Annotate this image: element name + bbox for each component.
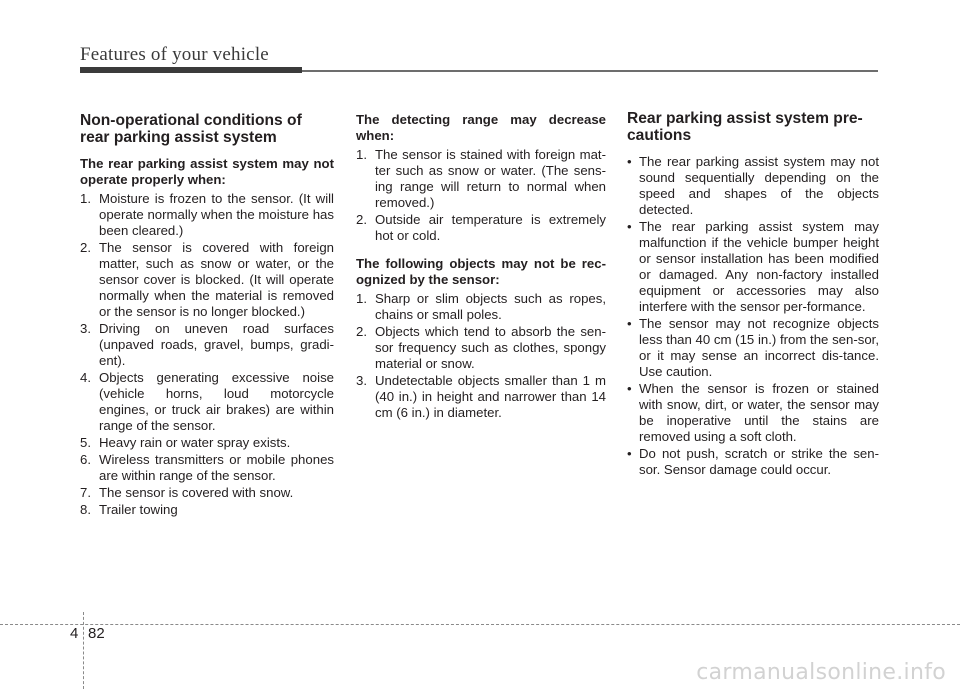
list-item: 3. Driving on uneven road surfaces (unpaved roads, gravel, bumps, gradi-ent).	[80, 321, 334, 368]
list-item: • The rear parking assist system may not sound sequentially depending on the speed and shapes of the objects detected.	[627, 154, 879, 217]
list-item: 7. The sensor is covered with snow.	[80, 485, 294, 500]
column-middle	[356, 112, 606, 422]
section-title-non-operational: Non-operational conditions of rear parking assist system	[80, 112, 302, 146]
bullet-icon: •	[627, 219, 632, 234]
section-title-precautions: Rear parking assist system pre-cautions	[627, 110, 863, 144]
bullet-icon: •	[627, 154, 632, 169]
page-header-title: Features of your vehicle	[80, 44, 269, 65]
list-item: 3. Undetectable objects smaller than 1 m (40 in.) in height and narrower than 14 cm (6 in.) in diameter.	[356, 373, 606, 420]
list-item: • The rear parking assist system may malfunction if the vehicle bumper height or sensor installation has been modified or damaged. Any non-factory installed equipment or accessories may also interfere with the sensor per-formance.	[627, 219, 879, 314]
list-item: • When the sensor is frozen or stained with snow, dirt, or water, the sensor may be inoperative until the stains are removed using a soft cloth.	[627, 381, 879, 444]
page-number: 82	[88, 625, 105, 642]
watermark-text: carmanualsonline.info	[696, 660, 946, 685]
list-item: 2. Outside air temperature is extremely hot or cold.	[356, 212, 606, 243]
list-item: 1. The sensor is stained with foreign mat-ter such as snow or water. (The sens-ing range will return to normal when removed.)	[356, 147, 606, 210]
header-rule-light	[302, 70, 878, 72]
conditions-list	[80, 191, 334, 518]
list-item: 2. Objects which tend to absorb the sen-sor frequency such as clothes, spongy material or snow.	[356, 324, 606, 371]
range-heading: The detecting range may decrease when:	[356, 112, 606, 143]
list-item: 2. The sensor is covered with foreign matter, such as snow or water, or the sensor cover is blocked. (It will operate normally when the material is removed or the sensor is no longer blocked.)	[80, 240, 334, 319]
column-left	[80, 112, 334, 519]
list-item: • The sensor may not recognize objects less than 40 cm (15 in.) from the sen-sor, or it may sense an incorrect dis-tance. Use caution.	[627, 316, 879, 379]
column-right	[627, 110, 879, 479]
header-rule-dark	[80, 67, 302, 73]
list-item: 1. Moisture is frozen to the sensor. (It will operate normally when the moisture has been cleared.)	[80, 191, 334, 238]
precautions-list	[627, 154, 879, 478]
list-item: 1. Sharp or slim objects such as ropes, chains or small poles.	[356, 291, 606, 322]
list-item: • Do not push, scratch or strike the sen-sor. Sensor damage could occur.	[627, 446, 879, 477]
list-item: 6. Wireless transmitters or mobile phones are within range of the sensor.	[80, 452, 334, 483]
list-item: 8. Trailer towing	[80, 502, 178, 517]
bullet-icon: •	[627, 446, 632, 461]
list-item: 4. Objects generating excessive noise (vehicle horns, loud motorcycle engines, or truck air brakes) are within range of the sensor.	[80, 370, 334, 433]
intro-text: The rear parking assist system may not operate properly when:	[80, 156, 334, 187]
bullet-icon: •	[627, 381, 632, 396]
objects-list	[356, 291, 606, 421]
chapter-number: 4	[70, 625, 79, 642]
footer-dashed-rule	[0, 624, 960, 625]
objects-heading: The following objects may not be rec-ognized by the sensor:	[356, 256, 606, 287]
footer-dashed-divider	[83, 612, 84, 689]
list-item: 5. Heavy rain or water spray exists.	[80, 435, 291, 450]
bullet-icon: •	[627, 316, 632, 331]
range-list	[356, 147, 606, 244]
